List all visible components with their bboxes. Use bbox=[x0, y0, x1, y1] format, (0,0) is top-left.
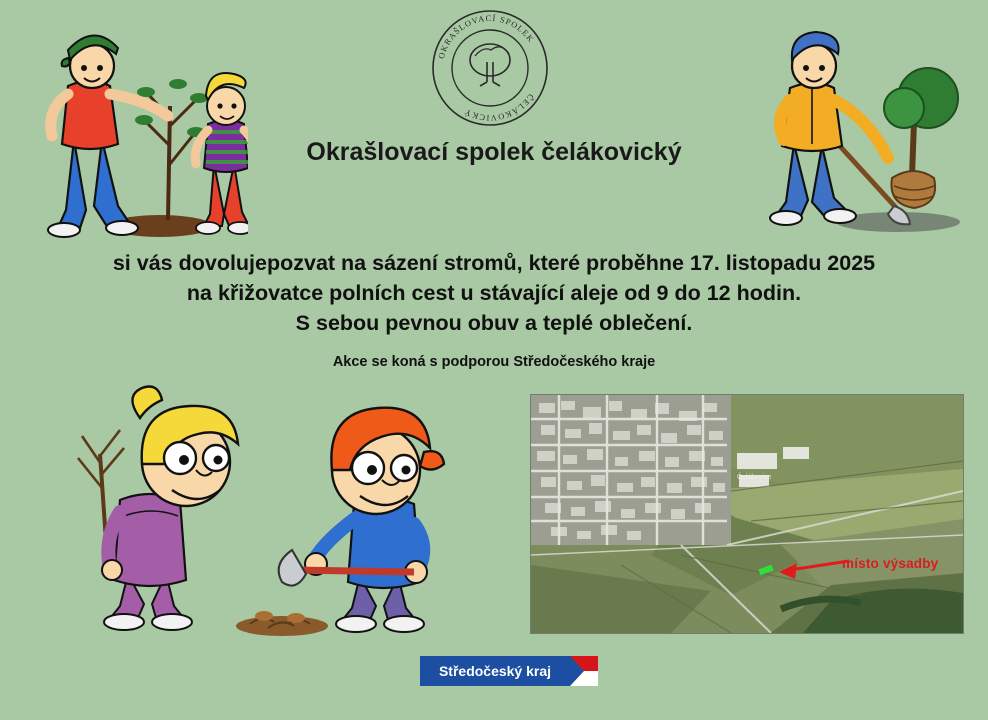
planting-site-label: místo výsadby bbox=[842, 556, 939, 571]
okraslovaci-spolek-logo bbox=[430, 8, 550, 128]
announcement-text bbox=[0, 248, 988, 370]
girl-with-sapling-and-boy-with-spade-illustration bbox=[20, 378, 520, 648]
svg-text:ČELÁKOVICKÝ: ČELÁKOVICKÝ bbox=[462, 92, 536, 123]
region-logo-bar bbox=[420, 656, 570, 686]
announcement-line-3: S sebou pevnou obuv a teplé oblečení. bbox=[295, 311, 693, 335]
man-and-boy-planting-tree-illustration bbox=[18, 14, 248, 244]
stredocesky-kraj-logo bbox=[420, 656, 598, 686]
svg-text:Čelákovice: Čelákovice bbox=[737, 474, 772, 481]
announcement-line-2: na křižovatce polních cest u stávající aleje od 9 do 12 hodin. bbox=[186, 281, 802, 305]
support-note: Akce se koná s podporou Středočeského kraje bbox=[332, 354, 656, 370]
svg-text:OKRAŠLOVACÍ SPOLEK: OKRAŠLOVACÍ SPOLEK bbox=[436, 13, 536, 60]
man-carrying-potted-tree-illustration bbox=[742, 26, 978, 236]
czech-flag-mark bbox=[570, 656, 598, 686]
page-title: Okrašlovací spolek čelákovický bbox=[306, 138, 682, 166]
satellite-map[interactable] bbox=[530, 394, 964, 634]
region-logo-text: Středočeský kraj bbox=[438, 663, 552, 679]
announcement-line-1: si vás dovolujepozvat na sázení stromů, které proběhne 17. listopadu 2025 bbox=[112, 251, 876, 275]
